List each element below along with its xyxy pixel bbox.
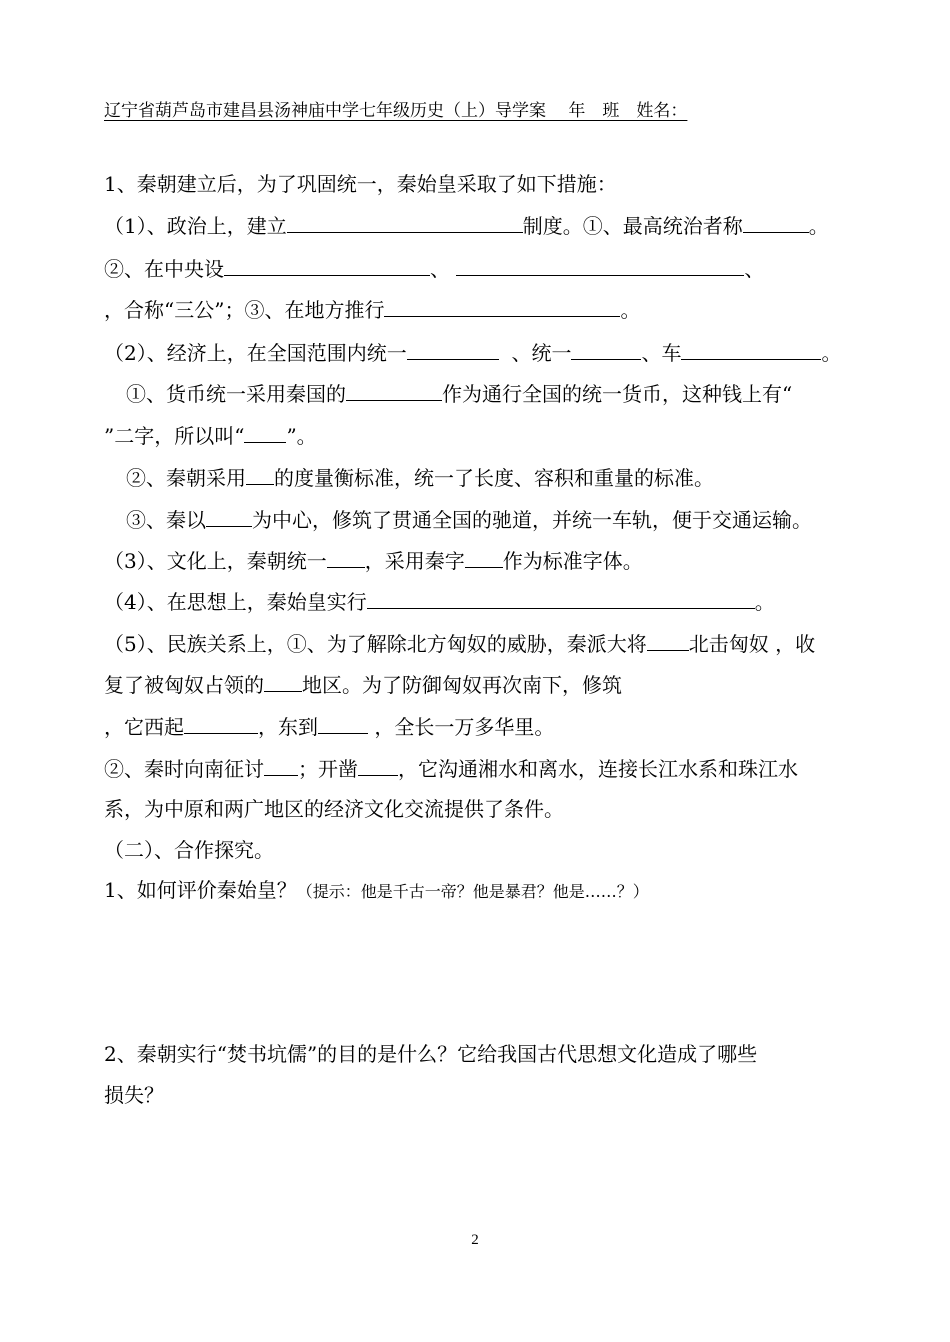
measure-ethnic-line: （5）、民族关系上，①、为了解除北方匈奴的威胁，秦派大将 北击匈奴 ，收 <box>104 628 815 658</box>
blank-field[interactable] <box>224 253 430 276</box>
blank-field[interactable] <box>264 753 298 776</box>
blank-field[interactable] <box>367 586 755 609</box>
inquiry-question-2-cont: 损失？ <box>104 1083 164 1107</box>
blank-field[interactable] <box>358 753 398 776</box>
blank-field[interactable] <box>465 545 503 568</box>
blank-field[interactable] <box>743 210 809 233</box>
blank-field[interactable] <box>346 378 442 401</box>
measure-politics-line: （1）、政治上，建立 制度。①、最高统治者称 。 <box>104 210 829 240</box>
blank-field[interactable] <box>407 337 499 360</box>
measure-culture-line: （3）、文化上，秦朝统一 ，采用秦字 作为标准字体。 <box>104 545 643 575</box>
blank-field[interactable] <box>206 504 252 527</box>
currency-name-line: ”二字，所以叫“ ”。 <box>104 420 317 450</box>
inquiry-question-1: 1、如何评价秦始皇？（提示：他是千古一帝？他是暴君？他是……？） <box>104 878 649 902</box>
roads-line: ③、秦以 为中心，修筑了贯通全国的驰道，并统一车轨，便于交通运输。 <box>126 504 812 534</box>
page-number: 2 <box>471 1232 479 1248</box>
south-campaign-line: ②、秦时向南征讨 ；开凿 ，它沟通湘水和离水，连接长江水系和珠江水 <box>104 753 798 783</box>
blank-field[interactable] <box>246 462 274 485</box>
blank-field[interactable] <box>456 253 744 276</box>
recover-territory-line: 复了被匈奴占领的 地区。为了防御匈奴再次南下，修筑 <box>104 669 622 699</box>
blank-field[interactable] <box>571 337 641 360</box>
great-wall-line: ，它西起 ，东到 ，全长一万多华里。 <box>104 711 554 741</box>
blank-field[interactable] <box>327 545 365 568</box>
measure-economy-line: （2）、经济上，在全国范围内统一 、统一 、车 。 <box>104 337 841 367</box>
blank-field[interactable] <box>681 337 821 360</box>
three-dukes-line: ，合称“三公”；③、在地方推行 。 <box>104 294 640 324</box>
worksheet-header: 辽宁省葫芦岛市建昌县汤神庙中学七年级历史（上）导学案 年 班 姓名： <box>104 101 688 121</box>
section-cooperative-inquiry: （二）、合作探究。 <box>104 838 274 862</box>
measure-thought-line: （4）、在思想上，秦始皇实行 。 <box>104 586 775 616</box>
blank-field[interactable] <box>647 628 689 651</box>
blank-field[interactable] <box>264 669 302 692</box>
inquiry-question-2: 2、秦朝实行“焚书坑儒”的目的是什么？它给我国古代思想文化造成了哪些 <box>104 1042 758 1066</box>
question-1-intro: 1、秦朝建立后，为了巩固统一，秦始皇采取了如下措施： <box>104 172 617 196</box>
water-system-line: 系，为中原和两广地区的经济文化交流提供了条件。 <box>104 797 564 821</box>
blank-field[interactable] <box>287 210 523 233</box>
blank-field[interactable] <box>184 711 258 734</box>
currency-line: ①、货币统一采用秦国的 作为通行全国的统一货币，这种钱上有“ <box>126 378 792 408</box>
blank-field[interactable] <box>384 294 620 317</box>
measures-standard-line: ②、秦朝采用 的度量衡标准，统一了长度、容积和重量的标准。 <box>126 462 714 492</box>
central-offices-line: ②、在中央设 、 、 <box>104 253 764 283</box>
blank-field[interactable] <box>318 711 368 734</box>
blank-field[interactable] <box>244 420 286 443</box>
